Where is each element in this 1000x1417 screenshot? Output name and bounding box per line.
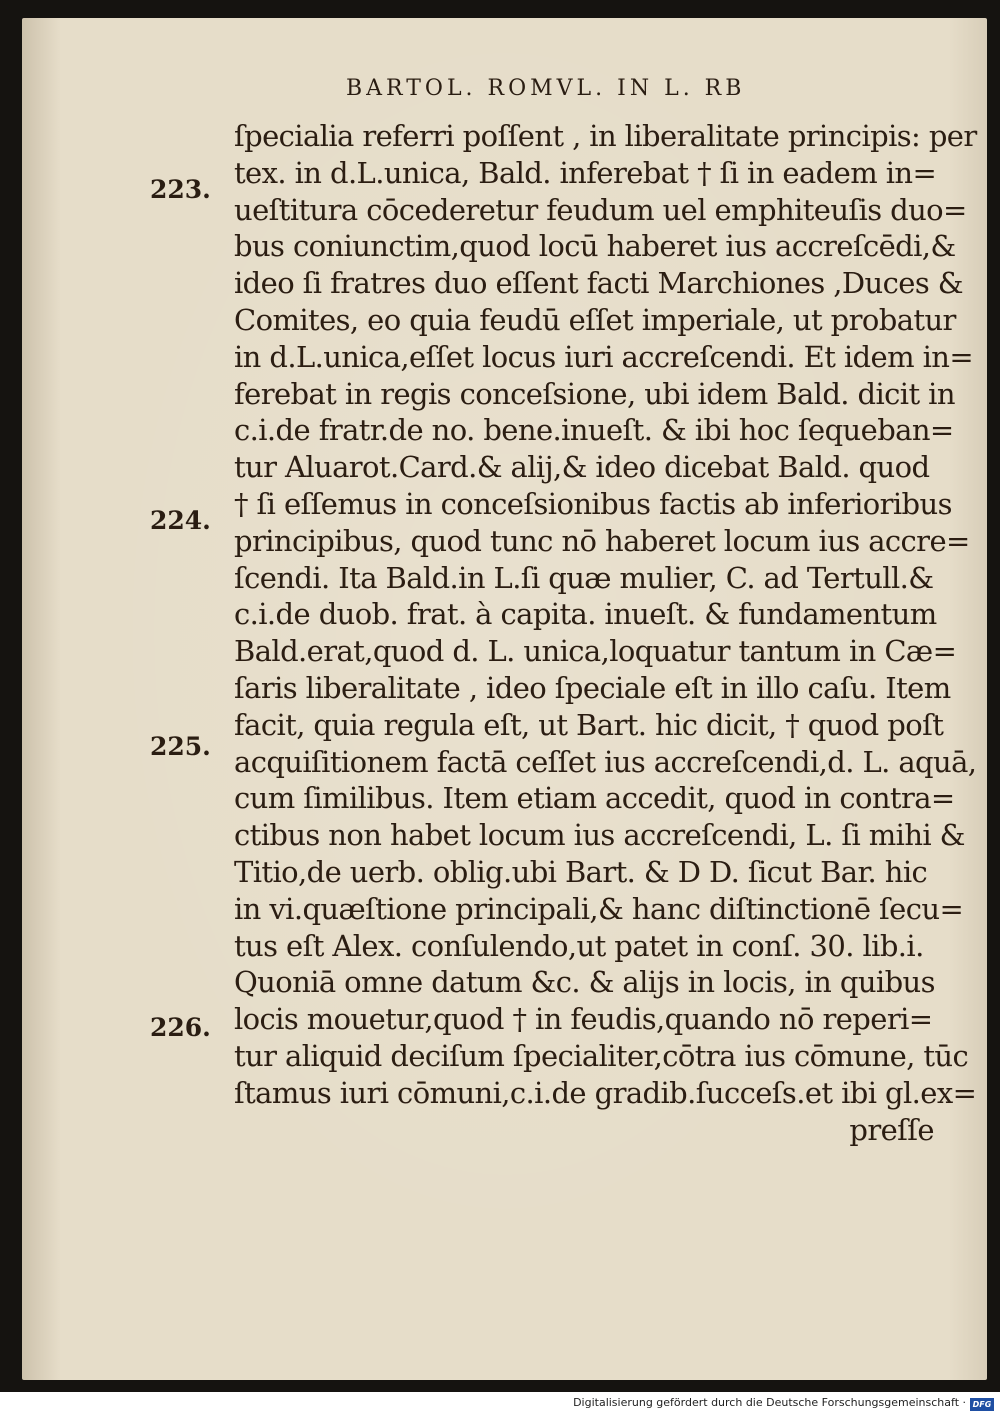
text-line: bus coniunctim,quod locū haberet ius accreſcēdi,& <box>234 229 956 264</box>
text-line: tex. in d.L.unica, Bald. inferebat † ſi in eadem in= <box>234 155 937 190</box>
margin-number-225: 225. <box>150 732 211 761</box>
text-line: locis mouetur,quod † in feudis,quando nō reperi= <box>234 1002 933 1037</box>
catchword: preſſe <box>849 1112 934 1147</box>
text-line: ferebat in regis conceſsione, ubi idem Bald. dicit in <box>234 376 955 411</box>
margin-number-223: 223. <box>150 175 211 204</box>
text-line: cum ſimilibus. Item etiam accedit, quod in contra= <box>234 781 955 816</box>
text-line: tur Aluarot.Card.& alij,& ideo dicebat Bald. quod <box>234 450 930 485</box>
text-line: c.i.de duob. frat. à capita. inueſt. & fundamentum <box>234 597 937 632</box>
text-line: acquiſitionem factā ceſſet ius accreſcendi,d. L. aquā, <box>234 744 977 779</box>
text-line: ueſtitura cōcederetur feudum uel emphiteuſis duo= <box>234 192 967 227</box>
text-line: ſtamus iuri cōmuni,c.i.de gradib.ſucceſs.et ibi gl.ex= <box>234 1075 977 1110</box>
text-line: ſaris liberalitate , ideo ſpeciale eſt in illo caſu. Item <box>234 670 951 705</box>
text-line: † ſi eſſemus in conceſsionibus factis ab inferioribus <box>234 486 952 521</box>
running-head: BARTOL. ROMVL. IN L. RB <box>346 76 746 101</box>
text-line: tus eſt Alex. conſulendo,ut patet in conſ. 30. lib.i. <box>234 928 924 963</box>
text-line: Titio,de uerb. oblig.ubi Bart. & D D. ſicut Bar. hic <box>234 854 928 889</box>
text-line: in vi.quæſtione principali,& hanc diſtinctionē ſecu= <box>234 891 964 926</box>
footer-credit: Digitalisierung gefördert durch die Deutsche Forschungsgemeinschaft · <box>573 1396 966 1409</box>
main-text-block <box>234 118 977 1148</box>
text-line: tur aliquid deciſum ſpecialiter,cōtra ius cōmune, tūc <box>234 1038 969 1073</box>
digitization-footer <box>0 1392 1000 1417</box>
text-line: Comites, eo quia feudū eſſet imperiale, ut probatur <box>234 302 956 337</box>
text-line: ctibus non habet locum ius accreſcendi, L. ſi mihi & <box>234 818 965 853</box>
margin-number-226: 226. <box>150 1013 211 1042</box>
text-line: ſpecialia referri poſſent , in liberalitate principis: per <box>234 119 977 153</box>
text-line: c.i.de fratr.de no. bene.inueſt. & ibi hoc ſequeban= <box>234 413 954 448</box>
text-line: principibus, quod tunc nō haberet locum ius accre= <box>234 523 970 558</box>
dfg-logo: DFG <box>970 1398 994 1411</box>
text-line: Bald.erat,quod d. L. unica,loquatur tantum in Cæ= <box>234 634 957 669</box>
text-line: in d.L.unica,eſſet locus iuri accreſcendi. Et idem in= <box>234 339 974 374</box>
text-line: ideo ſi fratres duo eſſent facti Marchiones ,Duces & <box>234 266 963 301</box>
text-line: ſcendi. Ita Bald.in L.ſi quæ mulier, C. ad Tertull.& <box>234 560 934 595</box>
margin-number-224: 224. <box>150 506 211 535</box>
text-line: facit, quia regula eſt, ut Bart. hic dicit, † quod poſt <box>234 707 944 742</box>
text-line: Quoniā omne datum &c. & alijs in locis, in quibus <box>234 965 935 1000</box>
